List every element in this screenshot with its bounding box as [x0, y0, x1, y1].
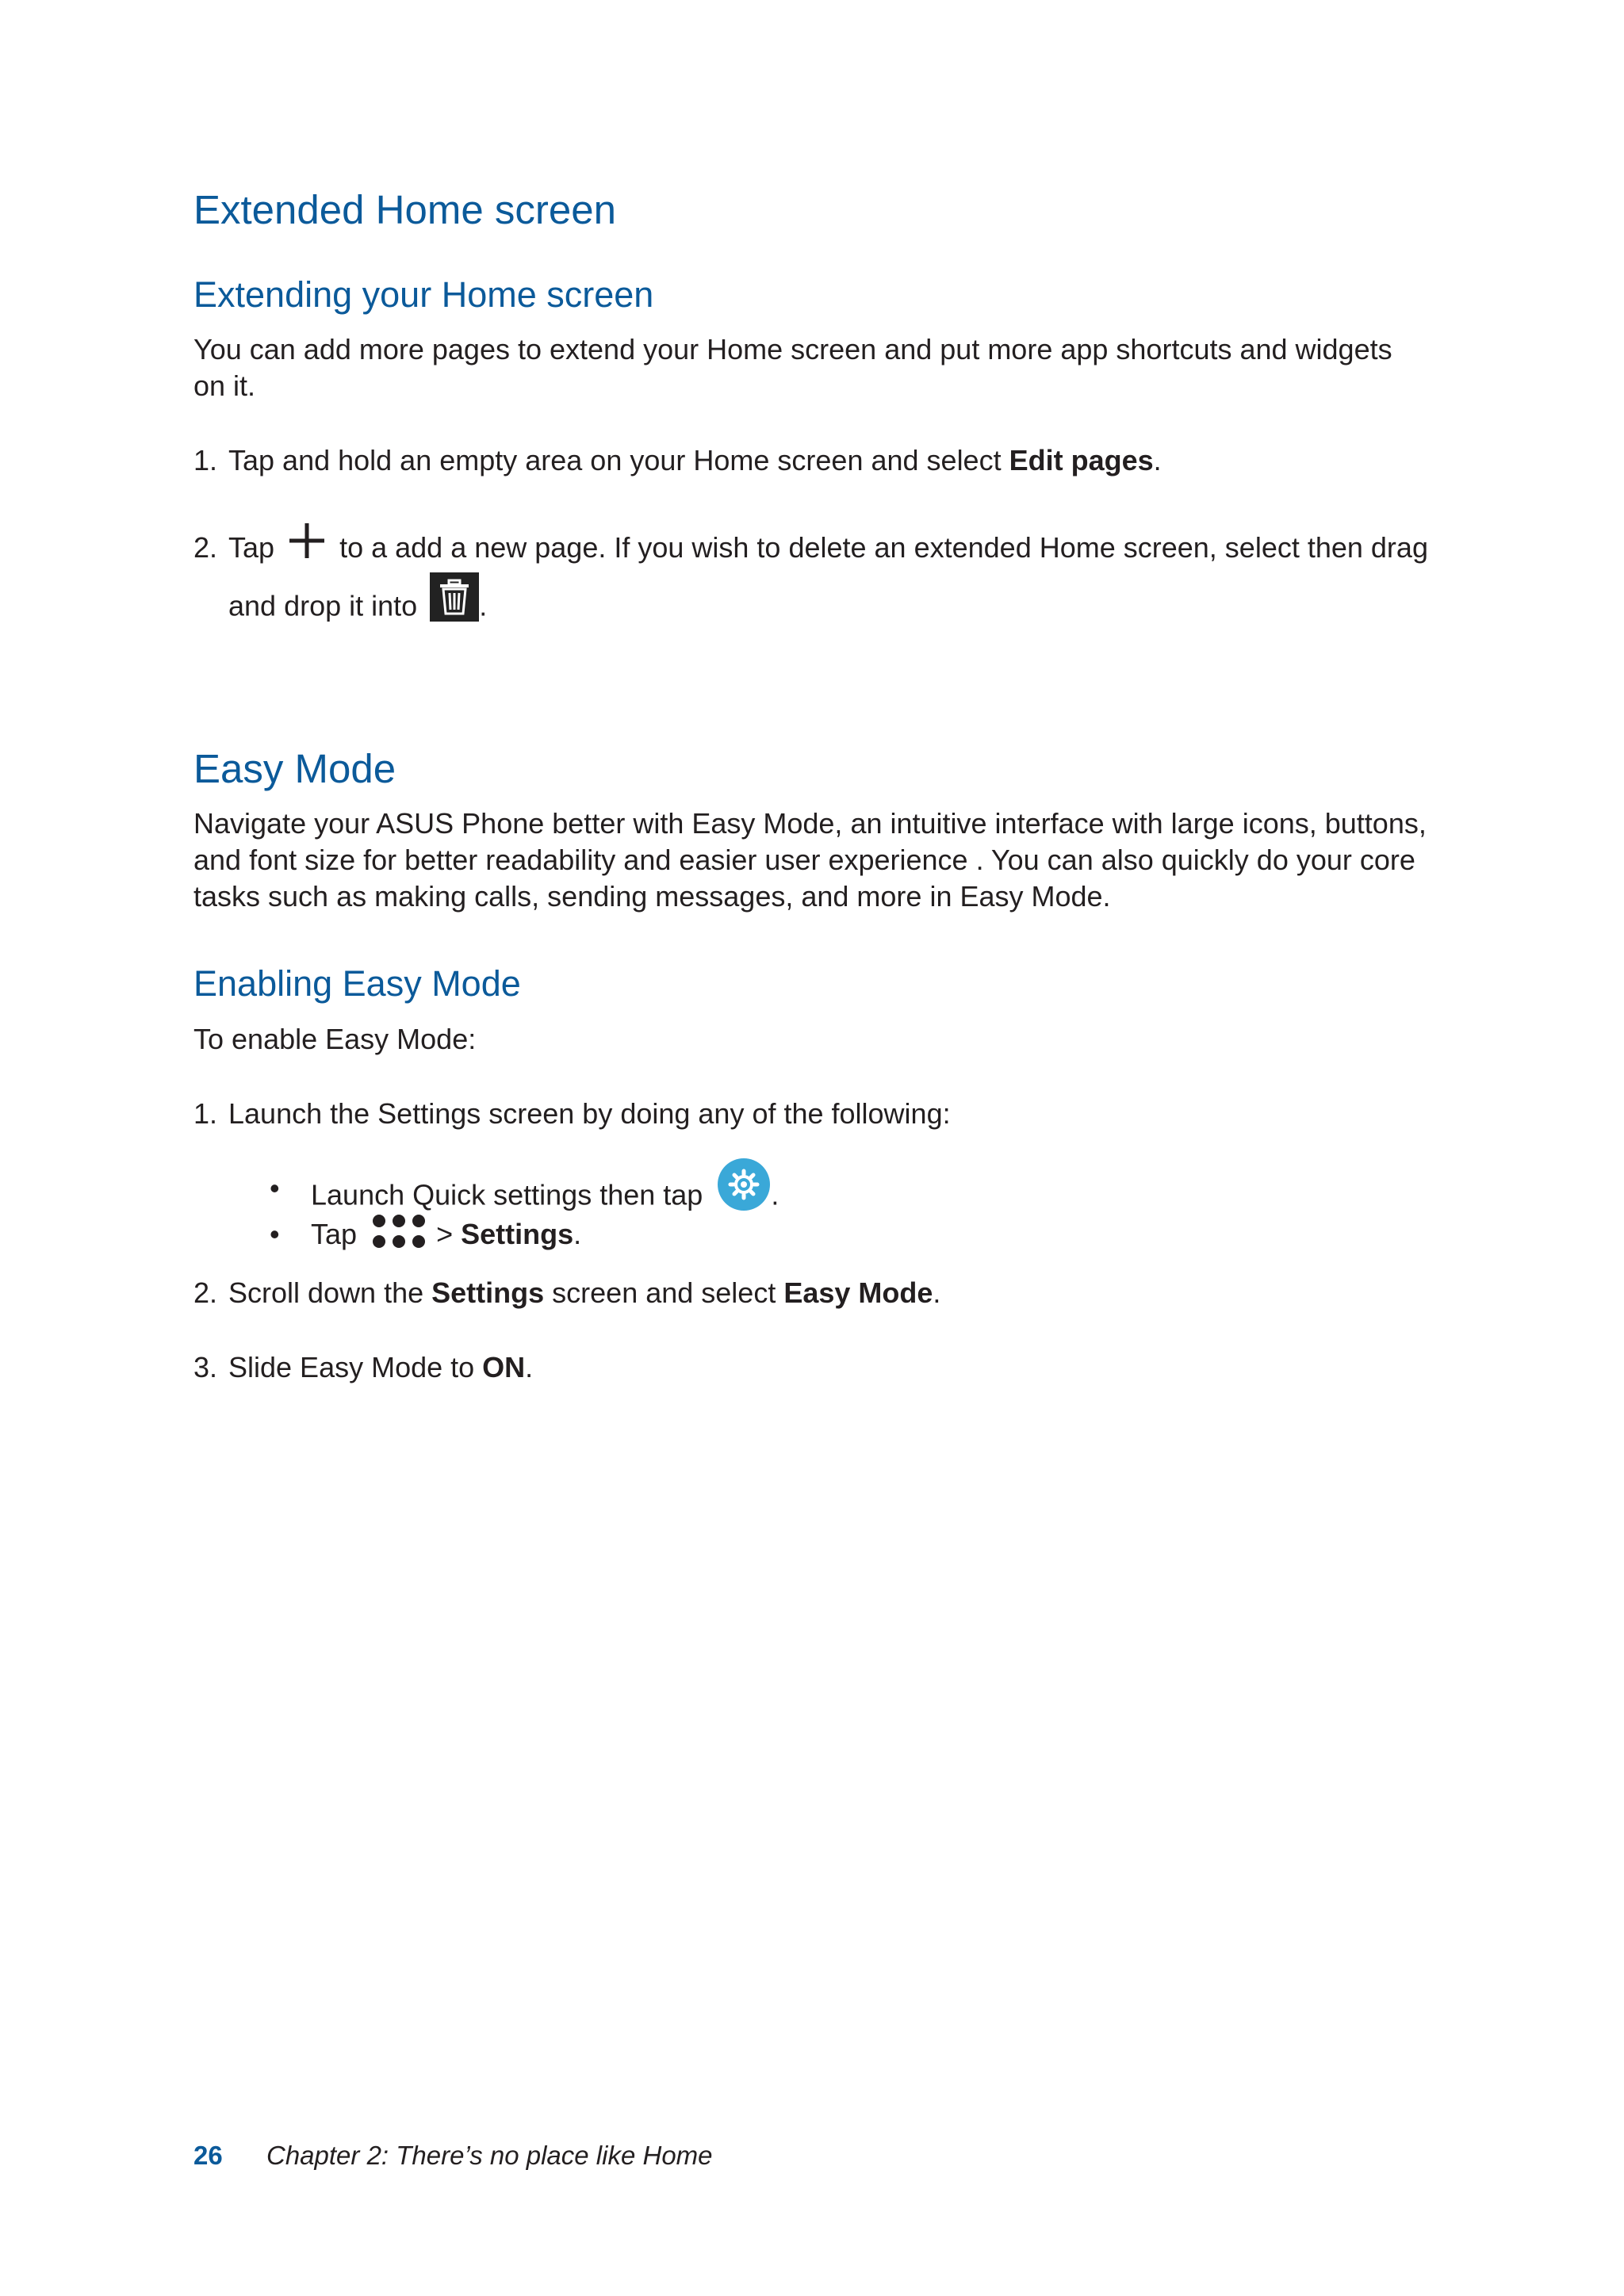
step-text-bold: Edit pages: [1009, 444, 1154, 476]
all-apps-icon: [370, 1213, 428, 1249]
bullet-mark: •: [270, 1172, 280, 1204]
step-text-mid: to a add a new page. If you wish to delete an extended Home screen, select then drag: [339, 531, 1428, 564]
step-text-mid: screen and select: [544, 1276, 784, 1309]
step-text-bold-easy-mode: Easy Mode: [783, 1276, 933, 1309]
step-number: 2.: [193, 1276, 218, 1309]
step-text-bold-settings: Settings: [431, 1276, 545, 1309]
chapter-title: Chapter 2: There’s no place like Home: [266, 2141, 713, 2170]
step-text: [228, 1275, 1434, 1311]
section-title-extended-home: Extended Home screen: [193, 187, 616, 232]
step-text-pre: Slide Easy Mode to: [228, 1351, 483, 1383]
bullet-text-pre: Launch Quick settings then tap: [311, 1178, 703, 1211]
step-number: 1.: [193, 1097, 218, 1130]
step-text: [228, 442, 1434, 479]
step-text-line2-text: and drop it into: [228, 589, 418, 622]
step-text-line2: [228, 584, 1434, 633]
bullet-text-mid: >: [436, 1218, 462, 1250]
bullet-text-post: .: [771, 1178, 779, 1211]
page-number: 26: [193, 2141, 223, 2170]
step-text-post: .: [525, 1351, 534, 1383]
step-text-post: .: [933, 1276, 941, 1309]
step-number: 1.: [193, 444, 218, 476]
step-text-post: .: [479, 589, 488, 622]
subsection-title-enabling: Enabling Easy Mode: [193, 963, 521, 1004]
bullet-text-post: .: [573, 1218, 582, 1250]
step-number: 3.: [193, 1351, 218, 1383]
step-text: Launch the Settings screen by doing any of the following:: [228, 1097, 951, 1130]
trash-icon: [430, 572, 479, 622]
step-text-bold-on: ON: [482, 1351, 526, 1383]
subsection-title-extending: Extending your Home screen: [193, 274, 654, 315]
step-text-pre: Tap and hold an empty area on your Home screen and select: [228, 444, 1009, 476]
step-number: 2.: [193, 531, 218, 564]
settings-gear-icon: [717, 1158, 771, 1211]
section-title-easy-mode: Easy Mode: [193, 746, 396, 791]
bullet-text-pre: Tap: [311, 1218, 358, 1250]
bullet-mark: •: [270, 1218, 280, 1250]
step-text-pre: Scroll down the: [228, 1276, 432, 1309]
bullet-tap-apps: [311, 1216, 581, 1254]
step-text: [228, 1349, 1434, 1386]
plus-icon: [282, 517, 331, 553]
step-text-post: .: [1153, 444, 1162, 476]
lead-text: To enable Easy Mode:: [193, 1023, 477, 1055]
bullet-text-bold: Settings: [461, 1218, 574, 1250]
intro-paragraph-easy-mode: Navigate your ASUS Phone better with Easy Mode, an intuitive interface with large icons, buttons, and font size for better readability and easier user experience . You can also quickly do your core tasks such as making calls, sending messages, and more in Easy Mode.: [193, 807, 1427, 913]
step-text: [228, 530, 1434, 568]
intro-paragraph-extending: You can add more pages to extend your Home screen and put more app shortcuts and widgets on it.: [193, 333, 1392, 402]
step-text-pre: Tap: [228, 531, 275, 564]
